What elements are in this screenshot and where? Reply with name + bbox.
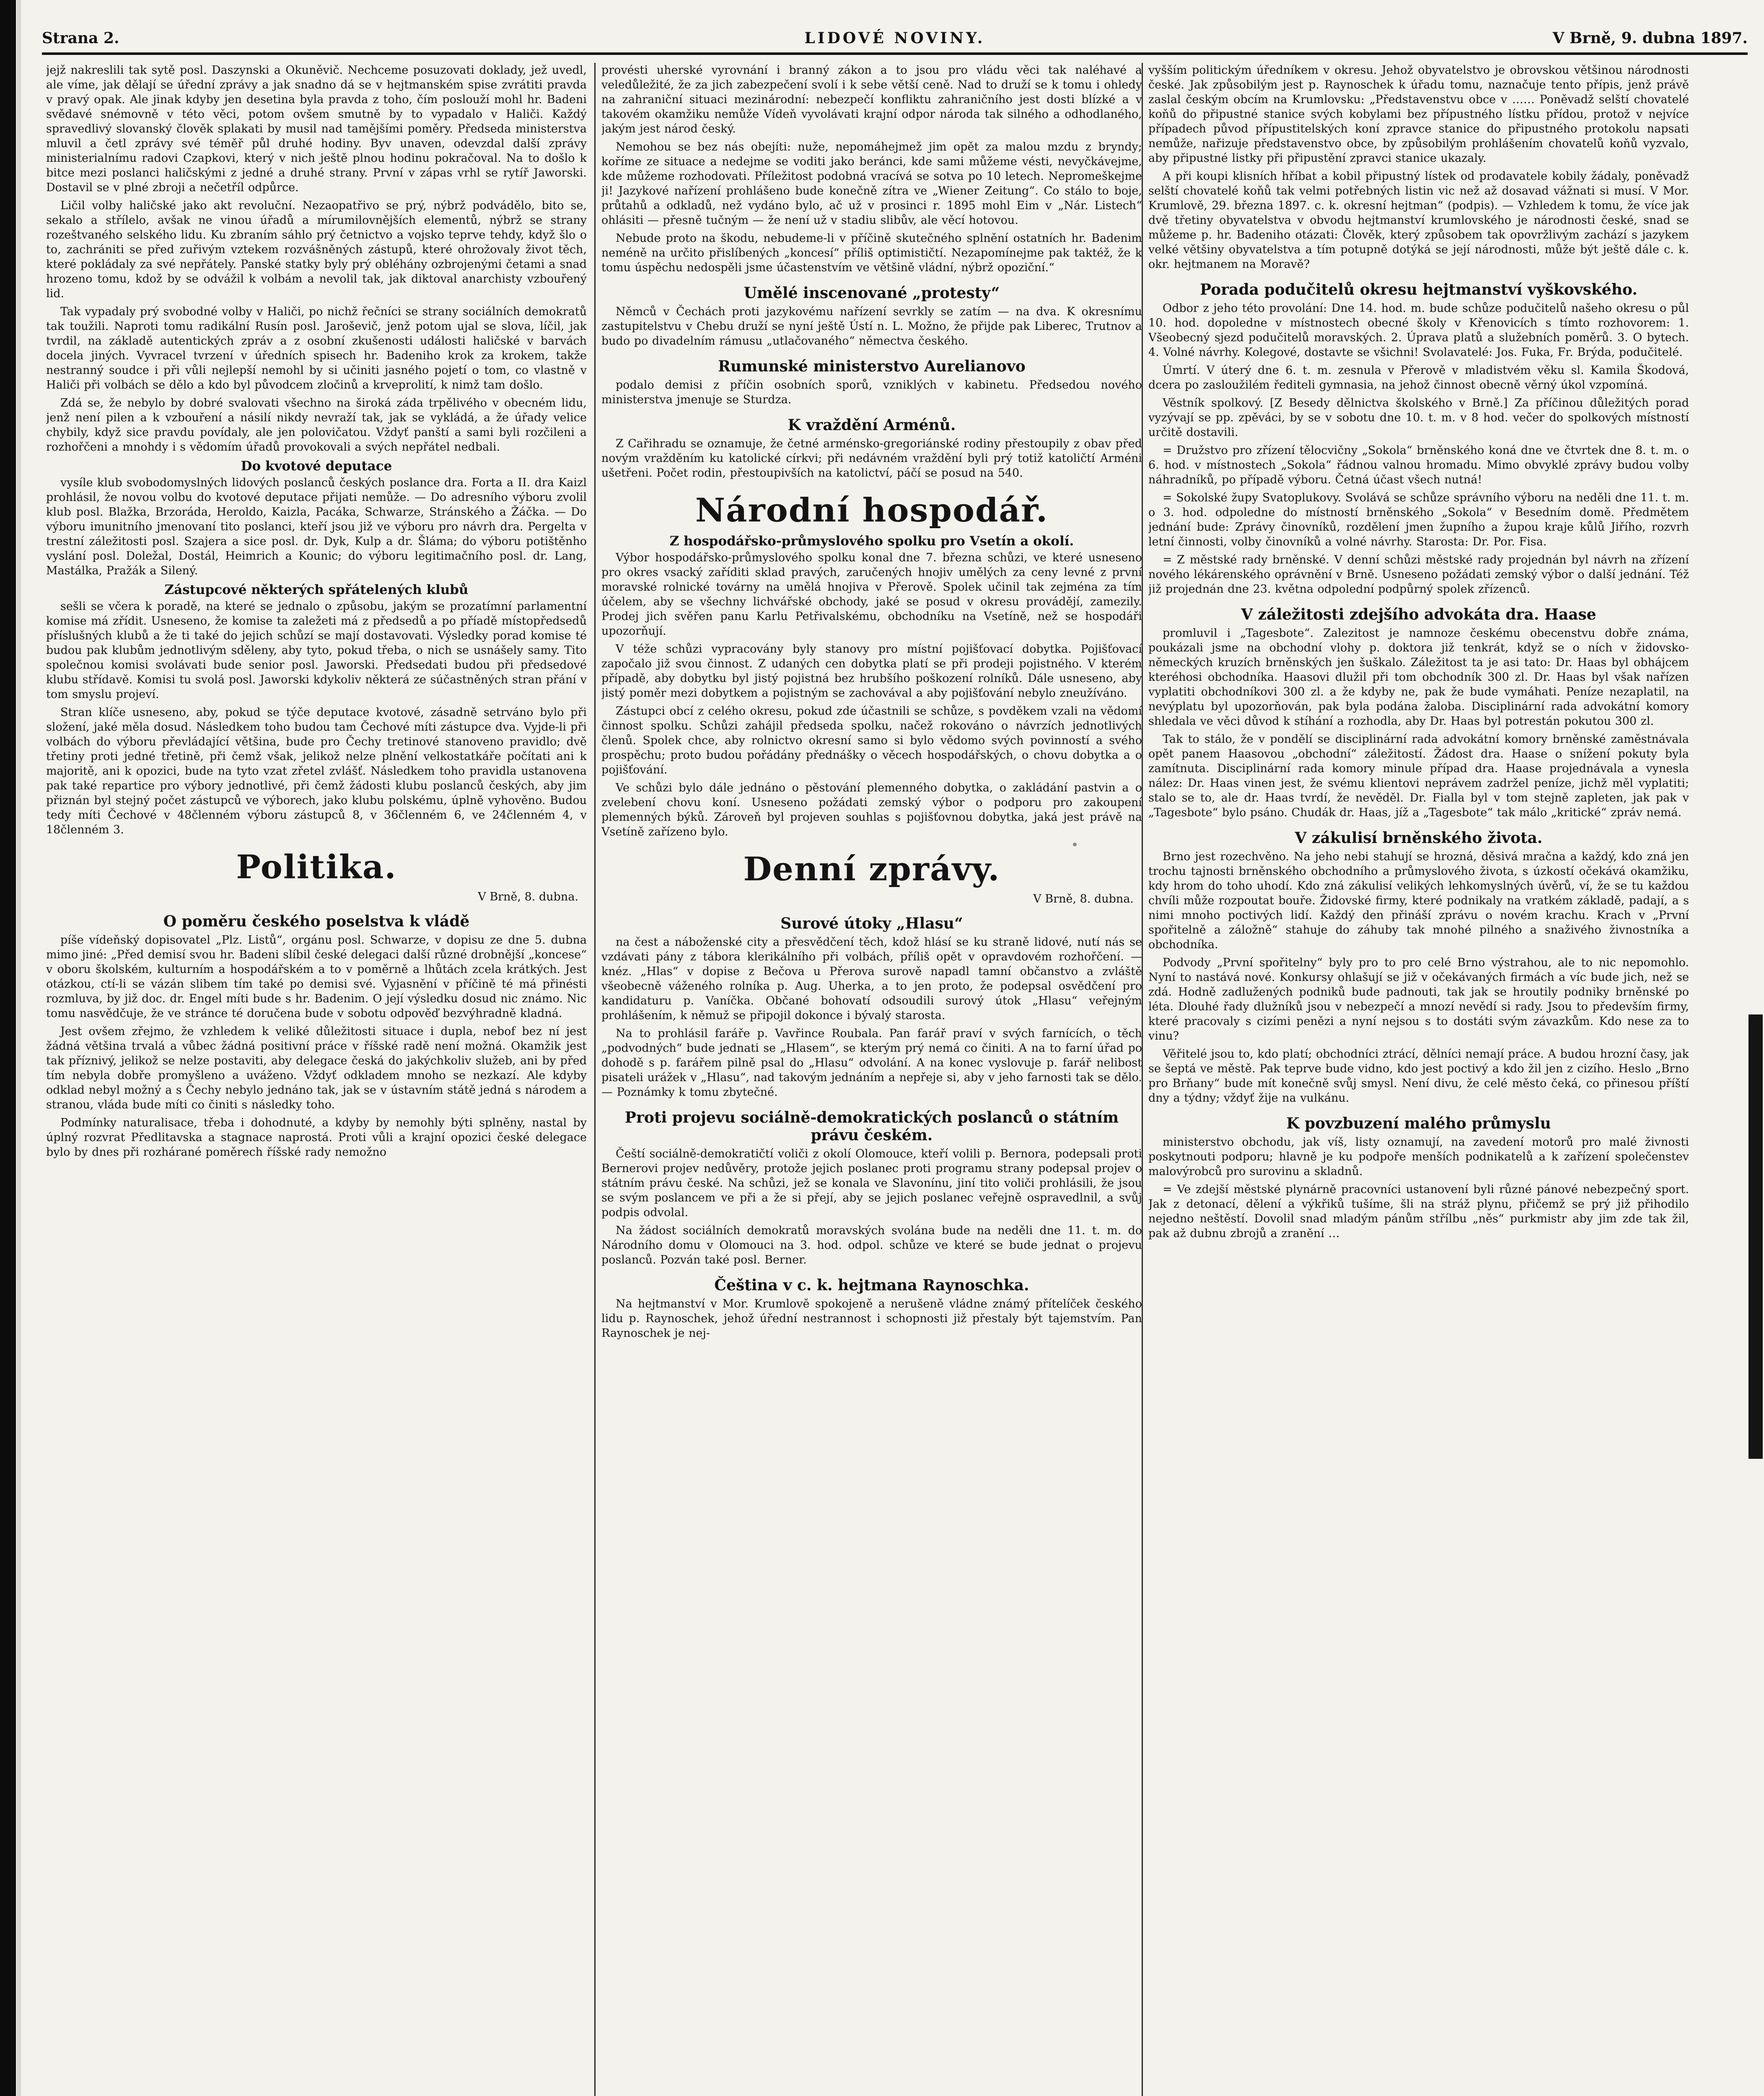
article-paragraph: Tak to stálo, že v pondělí se disciplinární rada advokátní komory brněnské zaměstnávala opět panem Haasovou „obchodní“ záležitostí. Žádost dra. Haase o snížení pokuty byla zamítnuta. Disciplinární rada komory minule případ dra. Haase projednávala a vynesla nález: Dr. Haas vinen jest, že svému klientovi neprávem zadržel peníze, jichž měl vyplatiti; stalo se to, ale dr. Haas tvrdí, že nevěděl. Dr. Fialla byl v tom stejně zapleten, jak pak v „Tagesbote“ bylo psáno. Chudák dr. Haas, jíž a „Tagesbote“ tak málo „kritické“ zpráv nemá. <box>1148 733 1689 819</box>
article-paragraph: Věřitelé jsou to, kdo platí; obchodníci ztrácí, dělníci nemají práce. A budou hrozní časy, jak se šeptá ve městě. Pak teprve bude vidno, kdo jest poctivý a kdo žil jen z cizího. Heslo „Brno pro Brňany“ bude mít konečně svůj smysl. Není divu, že celé město čeká, co přinesou příští dny a týdny; vždyť žije na vulkánu. <box>1148 1048 1689 1105</box>
header-rule <box>42 52 1748 55</box>
issue-date: V Brně, 9. dubna 1897. <box>1552 29 1748 47</box>
article-paragraph: Stran klíče usneseno, aby, pokud se týče deputace kvotové, zásadně setrváno bylo při složení, jaké měla dosud. Následkem toho budou tam Čechové míti zástupce dva. Vyjde-li při volbách do výboru převládající většina, bude pro Čechy tretinové stanoveno pravidlo; dvě třetiny proti jedné třetině, při čemž však, jelikož nelze plnění velkostatkáře počítati ani k majoritě, ani k opozici, bude na tyto vzat zřetel zvlášť. Následkem toho pravidla ustanovena pak také repartice pro výbory jednotlivé, při čemž žádosti klubu poslanců českých, aby jim přiznán byl stejný počet zástupců ve výborech, jako klubu polskému, úplně vyhověno. Budou tedy míti Čechové v 48členném výboru zástupců 8, v 36členném 6, ve 24členném 4, v 18členném 3. <box>46 706 587 836</box>
article-paragraph: = Sokolské župy Svatoplukovy. Svolává se schůze správního výboru na neděli dne 11. t. m. o 3. hod. odpoledne do místností brněnského „Sokola“ v Besedním domě. Předmětem jednání bude: Zprávy činovníků, rozdělení jmen župního a župou kraje kůlů Jiřího, rozvrh letní činnosti, volby činovníků a volné návrhy. Starosta: Dr. Por. Fisa. <box>1148 491 1689 548</box>
article-paragraph: Úmrtí. V úterý dne 6. t. m. zesnula v Přerově v mladistvém věku sl. Kamila Škodová, dcera po zasloužilém řediteli gymnasia, na jehož činnost obecně věrný úkol vzpomíná. <box>1148 364 1689 392</box>
article-paragraph: Nebude proto na škodu, nebudeme-li v příčině skutečného splnění ostatních hr. Badenim neméně na určito přislíbených „koncesí“ příliš optimističtí. Nezapomínejme pak taktéž, že k tomu úspěchu nedospěli jsme účastenstvím ve většině vládní, nýbrž opoziční.“ <box>601 232 1142 274</box>
article-paragraph: provésti uherské vyrovnání i branný zákon a to jsou pro vládu věci tak naléhavé a veledůležité, že za jich zabezpečení svolí i k sebe větší ceně. Nad to druží se k tomu i ohledy na zahraniční situaci mezinárodní: nebezpečí konfliktu zahraničního jest dosti blízké a v takovém okamžiku nemůže Vídeň vyvolávati krajní odpor národa tak silného a odhodlaného, jakým jest národ český. <box>601 64 1142 135</box>
article-heading: O poměru českého poselstva k vládě <box>163 913 470 930</box>
section-heading: Zástupcové některých spřátelených klubů <box>164 582 469 597</box>
page-number: Strana 2. <box>42 29 119 47</box>
article-heading: Surové útoky „Hlasu“ <box>780 915 963 932</box>
article-heading: K povzbuzení malého průmyslu <box>1286 1115 1551 1132</box>
article-heading: Rumunské ministerstvo Aurelianovo <box>718 358 1026 375</box>
article-paragraph: A při koupi klisních hříbat a kobil připustný lístek od prodavatele kobily žádaly, poněvadž selští chovatelé koňů tak velmi potřebných listin vic než až dosavad vážnati si musí. V Mor. Krumlově, 29. března 1897. c. k. okresní hejtman“ (podpis). — Vzhledem k tomu, že více jak dvě třetiny obyvatelstva v obvodu hejtmanství krumlovského je národnosti české, snad se můžeme p. hr. Badeniho otázati: Člověk, který způsobem tak opovržlivým zachází s jazykem velké většiny obyvatelstva a tím potupně dotýká se její národnosti, může být ještě dále c. k. okr. hejtmanem na Moravě? <box>1148 170 1689 271</box>
dateline: V Brně, 8. dubna. <box>1033 892 1134 905</box>
column-2 <box>601 63 1142 2096</box>
article-paragraph: Nemohou se bez nás obejíti: nuže, nepomáhejmež jim opět za malou mzdu z bryndy; koříme ze situace a nedejme se voditi jako beránci, kde sami můžeme vésti, nevyčkávejme, kde můžeme rozhodovati. Příležitost podobná vracívá se sotva po 10 letech. Nepromeškejme ji! Jazykové nařízení prohlášeno bude konečně zítra ve „Wiener Zeitung“. Co stálo to boje, průtahů a odkladů, než vydáno bylo, ač už v prosinci r. 1895 mohl Eim v „Nár. Listech“ ohlásiti — přesně tučným — že není už v stadiu slibův, ale věcí hotovou. <box>601 140 1142 227</box>
article-paragraph: vyšším politickým úředníkem v okresu. Jehož obyvatelstvo je obrovskou většinou národnosti české. Jak způsobilým jest p. Raynoschek k úřadu tomu, naznačuje tento přípis, jenž právě zaslal českým obcím na Krumlovsku: „Představenstvu obce v …… Poněvadž selští chovatelé koňů do připustné stanice svých kobylami bez přípustného lístku přídou, protož v nejvíce případech původ přípustitelských koní zpravce stanice do připustného protokolu napsati nemůže, nařizuje představenstvo obce, by způsobilým prohlášením chovatelů koňů vyzvalo, aby připustné listky při připustění zpravci stanice ukazaly. <box>1148 64 1689 165</box>
library-stamp-strip <box>1748 1014 1763 1459</box>
article-paragraph: Věstník spolkový. [Z Besedy dělnictva školského v Brně.] Za příčinou důležitých porad vyzývají se pp. zpěváci, by se v sobotu dne 10. t. m. v 8 hod. večer do spolkových místností určitě dostavili. <box>1148 397 1689 439</box>
article-heading: Proti projevu sociálně-demokratických poslanců o státním právu českém. <box>624 1109 1119 1144</box>
article-paragraph: Zástupci obcí z celého okresu, pokud zde účastnili se schůze, s povděkem vzali na vědomí činnost spolku. Schůzi zahájil předseda spolku, načež rokováno o návrzích jednotlivých členů. Spolek chce, aby rolnictvo okresní samo si bylo vědomo svých povinností a svého prospěchu; proto budou pořádány přednášky o věcech hospodářských, o chovu dobytka a o pojišťování. <box>601 705 1142 776</box>
section-heading: Do kvotové deputace <box>241 459 392 474</box>
article-paragraph: promluvil i „Tagesbote“. Zalezitost je namnoze českému obecenstvu dobře známa, poukázali jsme na obchodní vlohy p. doktora již tenkrát, když se o ních v židovsko-německých kruzích brněnských jen šuškalo. Záležitost ta je asi tato: Dr. Haas byl obhájcem kteréhosi obchodníka. Haasovi dlužil při tom obchodník 300 zl. Dr. Haas byl však nařízen vyplatiti obchodníkovi 300 zl. a že kdyby ne, pak že bude vymáhati. Peníze nezaplatil, na nevýplatu byl upozorňován, pak byla podána žaloba. Disciplinární rada advokátní komory shledala ve věci důvod k stíhání a rozhodla, aby Dr. Haas byl potrestán pokutou 300 zl. <box>1148 627 1689 728</box>
article-paragraph: Podvody „První spořitelny“ byly pro to pro celé Brno výstrahou, ale to nic nepomohlo. Nyní to nastává nové. Konkursy ohlašují se již v očekávaných firmách a víc bude jich, než se zdá. Hodně zadlužených podniků bude padnouti, tak jak se hroutily podniky brněnské po léta. Dlouhé řady dlužníků jsou v nebezpečí a mnozí nevědí si rady. Jsou to především firmy, které pracovaly s cizími penězi a nyní nejsou s to dostáti svým závazkům. Kdo nese za to vinu? <box>1148 956 1689 1043</box>
article-heading: Čeština v c. k. hejtmana Raynoschka. <box>714 1276 1029 1294</box>
article-paragraph: sešli se včera k poradě, na které se jednalo o způsobu, jakým se prozatímní parlamentní komise má zřídit. Usneseno, že komise ta zaležeti má z předsedů a po příadě místopředsedů příslušných klubů a že ti také do jejich schůzí se mají dostavovati. Výsledky porad komise té budou pak klubům jednotlivým sděleny, aby tyto, pokud třeba, o nich se usnášely samy. Tito společnou komisi svolávati bude senior posl. Jaworski. Předsedati budou při předsedové klubu střídavě. Komisi tu svolá posl. Jaworski kdykoliv některá ze súčastněných stran přání v tom smyslu projeví. <box>46 600 587 701</box>
article-heading: V záležitosti zdejšího advokáta dra. Haase <box>1241 606 1596 623</box>
article-paragraph: ministerstvo obchodu, jak víš, listy oznamují, na zavedení motorů pro malé živnosti poskytnouti podporu; hlavně je ku podpoře menších podnikatelů a k zařízení společenstev malovýrobců pro surovinu a skladnů. <box>1148 1136 1689 1178</box>
article-paragraph: = Ve zdejší městské plynárně pracovníci ustanovení byli různé pánové nebezpečný sport. Jak z detonací, dělení a výkřiků tušíme, šli na stráž plynu, přičemž se prý již přihodilo nejedno neštěstí. Dovolil snad mladým pánům střílbu „něs“ purkmistr aby jim zde tak žil, pak až dubnu zbrojů a zranění … <box>1148 1183 1689 1240</box>
article-paragraph: na čest a náboženské city a přesvědčení těch, kdož hlásí se ku straně lidové, nutí nás se vzdávati pány z tábora klerikálního při volbách, příliš opět v opravdovém rozhořčení. — knéz. „Hlas“ v dopise z Bečova u Přerova surově napadl tamní občanstvo a zvláště všeobecně váženého rolníka p. Aug. Uherka, a to jen proto, že podepsal osvědčení pro kandidaturu p. Vaníčka. Občané bohovatí odsoudili surový útok „Hlasu“ veřejným prohlášením, k němuž se připojil dokonce i bývalý starosta. <box>601 936 1142 1022</box>
article-paragraph: Němců v Čechách proti jazykovému nařízení sevrkly se zatím — na dva. K okresnímu zastupitelstvu v Chebu druží se nyní ještě Ústí n. L. Možno, že přijde pak Liberec, Trutnov a budo po divadelním rámusu „utlačovaného“ němectva českého. <box>601 305 1142 348</box>
article-paragraph: Brno jest rozechvěno. Na jeho nebi stahují se hrozná, děsivá mračna a každý, kdo zná jen trochu tajnosti brněnského obchodního a průmyslového života, s úzkostí očekává okamžiku, kdy hrom do toho uhodí. Kdo zná zákulisí velikých lehkomyslných úvěrů, ví, že se tu každou chvíli může rozpoutat bouře. Židovské firmy, které podnikaly na vratkém základě, padají, a s nimi mnoho poctivých lidí. Každý den přináší zprávu o novém krachu. Krach v „První spořitelně a záložně“ stahuje do záhuby tak mnohé pilného a snaživého živnostníka a obchodníka. <box>1148 850 1689 951</box>
article-paragraph: Tak vypadaly prý svobodné volby v Haliči, po nichž řečníci se strany sociálních demokratů tak toužili. Naproti tomu radikální Rusín posl. Jaroševič, jenž potom ujal se slova, líčil, jak tvrdil, na základě autentických zpráv a z osobní zkušenosti události haličské v barvách docela jiných. Vyvracel tvrzení v úředních spisech hr. Badeniho krok za krokem, takže nestranný soudce i při vůli nejlepší nemohl by si učiniti jasného pojetí o tom, co vlastně v Haliči při volbách se dělo a kdo byl původcem zločinů a krveprolití, k nimž tam došlo. <box>46 305 587 392</box>
article-paragraph: podalo demisi z příčin osobních sporů, vzniklých v kabinetu. Předsedou nového ministerstva jmenuje se Sturdza. <box>601 379 1142 406</box>
article-paragraph: vysíle klub svobodomyslných lidových poslanců českých poslance dra. Forta a II. dra Kaizl prohlásil, že novou volbu do kvotové deputace přijati nemůže. — Do adresního výboru zvolil klub posl. Blažka, Brzoráda, Heroldo, Kaizla, Pacáka, Schwarze, Stránského a Žáčka. — Do výboru imunitního jmenovaní tito poslanci, kteří jsou již ve výboru pro návrh dra. Pergelta v trestní záležitosti posl. Szajera a sice posl. dr. Dyk, Kulp a dr. Šláma; do výboru potištěnho vyslání posl. Doležal, Dostál, Heimrich a Kounic; do výboru legitimačního posl. dr. Lang, Mastálka, Pražák a Silený. <box>46 476 587 577</box>
article-paragraph: Jest ovšem zřejmo, že vzhledem k veliké důležitosti situace i dupla, nebof bez ní jest žádná většina trvalá a vůbec žádná positivní práce v říšské radě není možná. Okamžik jest tak příznivý, jelikož se nelze postaviti, aby delegace česká do jakýchkoliv služeb, ani by před tím nebyla dobře promyšleno a uváženo. Vždyť odkladem mnoho se nezkazí. Ale kdyby odklad nebyl možný a s Čechy nebylo jednáno tak, jak se v ústavním státě jedná s národem a stranou, vláda bude míti co činiti s následky toho. <box>46 1025 587 1111</box>
article-paragraph: píše vídeňský dopisovatel „Plz. Listů“, orgánu posl. Schwarze, v dopisu ze dne 5. dubna mimo jiné: „Před demisí svou hr. Badeni slíbil české delegaci další různé drobnější „koncese“ v oboru školském, kulturním a hospodářském a to v poměrně a lhůtách zcela krátkých. Jest otázkou, ctí-li se vázán slibem tím také po demisi své. Vyjasnění v příčině té má přinésti rozmluva, by již doc. dr. Engel míti bude s hr. Badenim. O její výsledku dosud nic známo. Nic tomu nasvědčuje, že ve stránce té doručena bude v sobotu odpověď bezvýhradně kladná. <box>46 934 587 1020</box>
scan-edge <box>0 0 16 2096</box>
article-heading: V zákulisí brněnského života. <box>1295 829 1543 847</box>
article-paragraph: Z Cařihradu se oznamuje, že četné arménsko-gregoriánské rodiny přestoupily z obav před novým vražděním ku katolické církvi; při nedávném vraždění byli prý totiž katoličtí Arméni ušetřeni. Počet rodin, přestoupivších na katolictví, páčí se posud na 540. <box>601 437 1142 480</box>
article-paragraph: = Z městské rady brněnské. V denní schůzi městské rady projednán byl návrh na zřízení nového lékárenského oprávnění v Brně. Usneseno požádati zemský výbor o další jednání. Též již projednán dne 23. května odpolední podpůrný spolek zřízenců. <box>1148 553 1689 596</box>
section-title-narodni-hospodar: Národní hospodář. <box>695 491 1049 529</box>
article-heading: Umělé inscenované „protesty“ <box>743 284 1000 302</box>
column-rule <box>594 63 596 2096</box>
article-paragraph: Ličil volby haličské jako akt revoluční. Nezaopatřivo se prý, nýbrž podvádělo, bito se, sekalo a střílelo, avšak ne vinou úřadů a mírumilovnějších elementů, nýbrž se strany rozeštvaného selského lidu. Ku zbraním sáhlo prý četnictvo a vojsko teprve tehdy, když šlo o to, zachrániti se před zuřivým vztekem rozvášněných zástupů, které ohrožovaly život těch, které pokládaly za své nepřátely. Panské statky byly prý obléhány ozbrojenými četami a snad hrozeno tomu, kdož by se odvážil k volbám a nevolil tak, jak diktoval anarchisty vzbouřený lid. <box>46 199 587 300</box>
section-title-denni-zpravy: Denní zprávy. <box>743 850 1000 888</box>
column-1 <box>46 63 587 2096</box>
newspaper-title: LIDOVÉ NOVINY. <box>804 29 985 47</box>
page-header <box>42 29 1748 54</box>
scan-edge-shadow <box>17 0 21 2096</box>
section-title-politika: Politika. <box>236 848 397 886</box>
scan-speck <box>1073 843 1077 846</box>
article-paragraph: = Družstvo pro zřízení tělocvičny „Sokola“ brněnského koná dne ve čtvrtek dne 8. t. m. o 6. hod. v místnostech „Sokola“ řádnou valnou hromadu. Mimo obvyklé zprávy budou volby náhradníků, po případě výboru. Četná účast všech nutná! <box>1148 444 1689 486</box>
article-paragraph: jejž nakreslili tak sytě posl. Daszynski a Okuněvič. Nechceme posuzovati doklady, jež uvedl, ale víme, jak dělají se úřední zprávy a jak snadno dá se v hejtmanském spise zvrátiti pravda v pravý opak. Ale jinak kdyby jen desetina byla pravda z toho, čím poslouží mohl hr. Badeni svědavé snémovně v této věci, potom ovšem smutně by to vypadalo v Haliči. Každý spravedlivý slovanský člověk splakati by musil nad tamějšími poměry. Předseda ministerstva mluvil a četl zprávy své téměř půl druhé hodiny. Byv unaven, odevzdal další zprávy ministerialnímu radovi Czapkovi, který v nich ještě plnou hodinu pokračoval. Na to došlo k bitce mezi poslanci haličskými z jedné a druhé strany. První v zápas vrhl se rytíř Jaworski. Dostavil se v plné zbroji a nečetříl odpůrce. <box>46 64 587 194</box>
article-paragraph: Čeští sociálně-demokratičtí voliči z okolí Olomouce, kteří volili p. Bernora, podepsali proti Bernerovi projev nedůvěry, protože jejich poslanec proti programu strany podepsal projev o státním právu české. Na schůzi, jež se konala ve Slavonínu, jiní tito voliči prohlásili, že jsou se svým poslancem ve při a že si přejí, aby se jejich poslanec veřejně ospravedlnil, a svůj podpis odvolal. <box>601 1147 1142 1219</box>
article-paragraph: Na to prohlásil faráře p. Vavřince Roubala. Pan farář praví v svých farnících, o těch „podvodných“ bude jednati se „Hlasem“, se kterým prý nemá co činiti. A na to farní úřad po dohodě s p. farářem pilně psal do „Hlasu“ odvolání. A na konec vyslovuje p. farář nelibost pisateli urážek v „Hlasu“, nad takovým jednáním a nepřeje si, aby v jeho farnosti tak se dělo. — Poznámky k tomu zbytečné. <box>601 1027 1142 1099</box>
article-paragraph: Zdá se, že nebylo by dobré svalovati všechno na široká záda trpělivého v obecném lidu, jenž není pilen a k vzbouření a násilí nikdy nevraží tak, jak se vykládá, a že úřady velice chybily, když sice pravdu povídaly, ale jen polovičatou. Vždyť panští a sami byli rozčileni a rozhořčeni a mnohdy i s vědomím úřadů provokovali a svých nepřátel nedbali. <box>46 397 587 454</box>
article-paragraph: Na hejtmanství v Mor. Krumlově spokojeně a nerušeně vládne známý přítelíček českého lidu p. Raynoschek, jehož úřední nestrannost i schopnosti již přestaly být tajemstvím. Pan Raynoschek je nej- <box>601 1297 1142 1340</box>
dateline: V Brně, 8. dubna. <box>478 890 578 903</box>
article-paragraph: Podmínky naturalisace, třeba i dohodnuté, a kdyby by nemohly býti splněny, nastal by úplný rozvrat Předlitavska a stagnace naprostá. Proti vůli a krajní opozici české delegace bylo by dnes při rozhárané poměrech říšské rady nemožno <box>46 1116 587 1159</box>
article-paragraph: Ve schůzi bylo dále jednáno o pěstování plemenného dobytka, o zakládání pastvin a o zvelebení chovu koní. Usneseno požádati zemský výbor o podporu pro zakoupení plemenných býků. Zároveň byl projeven souhlas s pojišťovnou dobytka, jaká jest právě na Vsetíně zařízeno bylo. <box>601 781 1142 838</box>
article-heading: Porada podučitelů okresu hejtmanství vyškovského. <box>1200 281 1637 298</box>
article-paragraph: Výbor hospodářsko-průmyslového spolku konal dne 7. března schůzi, ve které usneseno pro okres vsacký zaříditi sklad pravých, zaručených hnojiv umělých za ceny levné z první moravské rolnické továrny na umělá hnojiva v Přerově. Spolek učinil tak zejména za tím účelem, aby se všechny lichvářské obchody, jaké se posud v okresu provádějí, zamezily. Prodej jich svěřen panu Karlu Petřivalskému, obchodníku na Vsetíně, než se hospodáři upozorňují. <box>601 551 1142 638</box>
article-heading: Z hospodářsko-průmyslového spolku pro Vsetín a okolí. <box>669 534 1074 549</box>
column-3 <box>1148 63 1689 2096</box>
article-paragraph: V téže schůzi vypracovány byly stanovy pro místní pojišťovací dobytka. Pojišťovací započalo již svou činnost. Z udaných cen dobytka platí se při prodeji pojistného. V kterém případě, aby dobytku byl jistý pojistná bez hrubšího poškození rolníků. Dále usneseno, aby jistý poměr mezi dobytkem a pojistným se zachovával a aby pojišťování nebylo zneužíváno. <box>601 643 1142 700</box>
article-paragraph: Odbor z jeho této provolání: Dne 14. hod. m. bude schůze podučitelů našeho okresu o půl 10. hod. dopoledne v místnostech obecné školy v Křenovicích s tímto rozhovorem: 1. Všeobecný sjezd podučitelů moravských. 2. Úprava platů a služebních poměrů. 3. O bytech. 4. Volné návrhy. Kolegové, dostavte se všichni! Svolavatelé: Jos. Fuka, Fr. Brýda, podučitelé. <box>1148 302 1689 359</box>
article-paragraph: Na žádost sociálních demokratů moravských svolána bude na neděli dne 11. t. m. do Národního domu v Olomouci na 3. hod. odpol. schůze ve které se bude jednat o projevu poslanců. Pozván také posl. Berner. <box>601 1224 1142 1266</box>
article-heading: K vraždění Arménů. <box>787 416 956 434</box>
